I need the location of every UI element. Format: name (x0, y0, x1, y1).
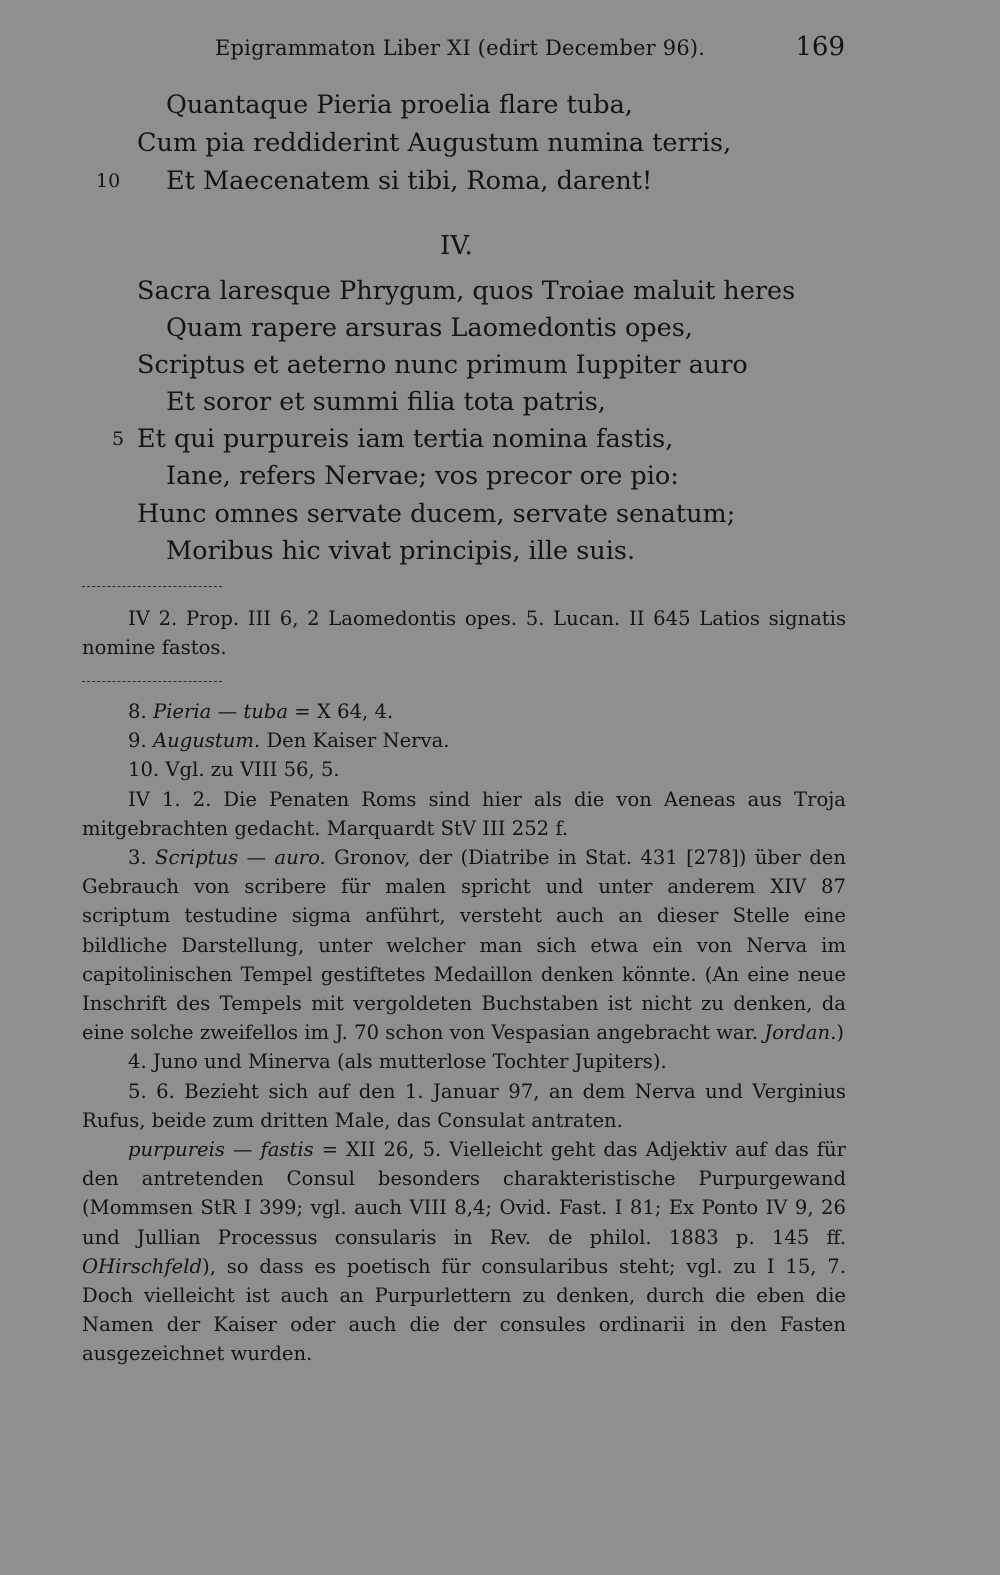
running-header (215, 30, 845, 70)
verse-line: Quam rapere arsuras Laomedontis opes, (166, 313, 693, 343)
line-number: 5 (112, 428, 125, 450)
section-heading: IV. (440, 231, 473, 261)
verse-line: Et qui purpureis iam tertia nomina fastis, (137, 424, 674, 454)
author-name: Jordan. (764, 1021, 837, 1045)
commentary-note: 3. Scriptus — auro. Gronov, der (Diatribe in Stat. 431 [278]) über den Gebrauch von scribere für malen spricht und unter anderem XIV 87 scriptum testudine sigma anführt, versteht auch an dieser Stelle eine bildliche Darstellung, unter welcher man sich etwa ein von Nerva im capitolinischen Tempel gestiftetes Medaillon denken könnte. (An eine neue Inschrift des Tempels mit vergoldeten Buchstaben ist nicht zu denken, da eine solche zweifellos im J. 70 schon von Vespasian angebracht war. Jordan.) (82, 846, 846, 1045)
commentary-note: 4. Juno und Minerva (als mutterlose Tochter Jupiters). (128, 1050, 667, 1074)
line-number: 10 (96, 170, 121, 192)
verse-line: Cum pia reddiderint Augustum numina terris, (137, 128, 732, 158)
lemma: Augustum. (152, 729, 261, 753)
lemma: purpureis — fastis (128, 1138, 314, 1162)
verse-line: Et soror et summi filia tota patris, (166, 387, 606, 417)
verse-line: Sacra laresque Phrygum, quos Troiae maluit heres (137, 276, 796, 306)
separator-rule (82, 586, 222, 587)
page-number: 169 (795, 32, 845, 62)
header-title: Epigrammaton Liber XI (edirt December 96). (215, 36, 706, 60)
commentary (82, 697, 846, 1369)
verse-line: Et Maecenatem si tibi, Roma, darent! (166, 166, 653, 196)
commentary-note: IV 1. 2. Die Penaten Roms sind hier als die von Aeneas aus Troja mitgebrachten gedacht. Marquardt StV III 252 f. (82, 787, 846, 840)
commentary-note: 9. Augustum. Den Kaiser Nerva. (128, 729, 450, 753)
author-name: OHirschfeld (82, 1254, 203, 1278)
parallels-apparatus (82, 604, 846, 662)
lemma: Pieria — tuba (152, 700, 289, 723)
commentary-note: 10. Vgl. zu VIII 56, 5. (128, 758, 340, 782)
commentary-note: 5. 6. Bezieht sich auf den 1. Januar 97, an dem Nerva und Verginius Rufus, beide zum dritten Male, das Consulat antraten. (82, 1079, 846, 1132)
verse-line: Iane, refers Nervae; vos precor ore pio: (166, 461, 679, 491)
lemma: Scriptus — auro. (155, 846, 326, 870)
verse-line: Hunc omnes servate ducem, servate senatum; (137, 499, 736, 529)
commentary-note: purpureis — fastis = XII 26, 5. Vielleicht geht das Adjektiv auf das für den antretenden Consul besonders charakteristische Purpurgewand (Mommsen StR I 399; vgl. auch VIII 8,4; Ovid. Fast. I 81; Ex Ponto IV 9, 26 und Jullian Processus consularis in Rev. de philol. 1883 p. 145 ff. OHirschfeld), so dass es poetisch für consularibus steht; vgl. zu I 15, 7. Doch vielleicht ist auch an Purpurlettern zu denken, durch die eben die Namen der Kaiser oder auch die der consules ordinarii in den Fasten ausgezeichnet wurden. (82, 1138, 846, 1366)
verse-line: Scriptus et aeterno nunc primum Iuppiter auro (137, 350, 748, 380)
commentary-note: 8. Pieria — tuba = X 64, 4. (128, 700, 394, 723)
separator-rule (82, 681, 222, 682)
verse-line: Quantaque Pieria proelia flare tuba, (166, 90, 633, 120)
parallels-text: IV 2. Prop. III 6, 2 Laomedontis opes. 5. Lucan. II 645 Latios signatis nomine fastos. (82, 607, 846, 660)
verse-line: Moribus hic vivat principis, ille suis. (166, 536, 636, 566)
